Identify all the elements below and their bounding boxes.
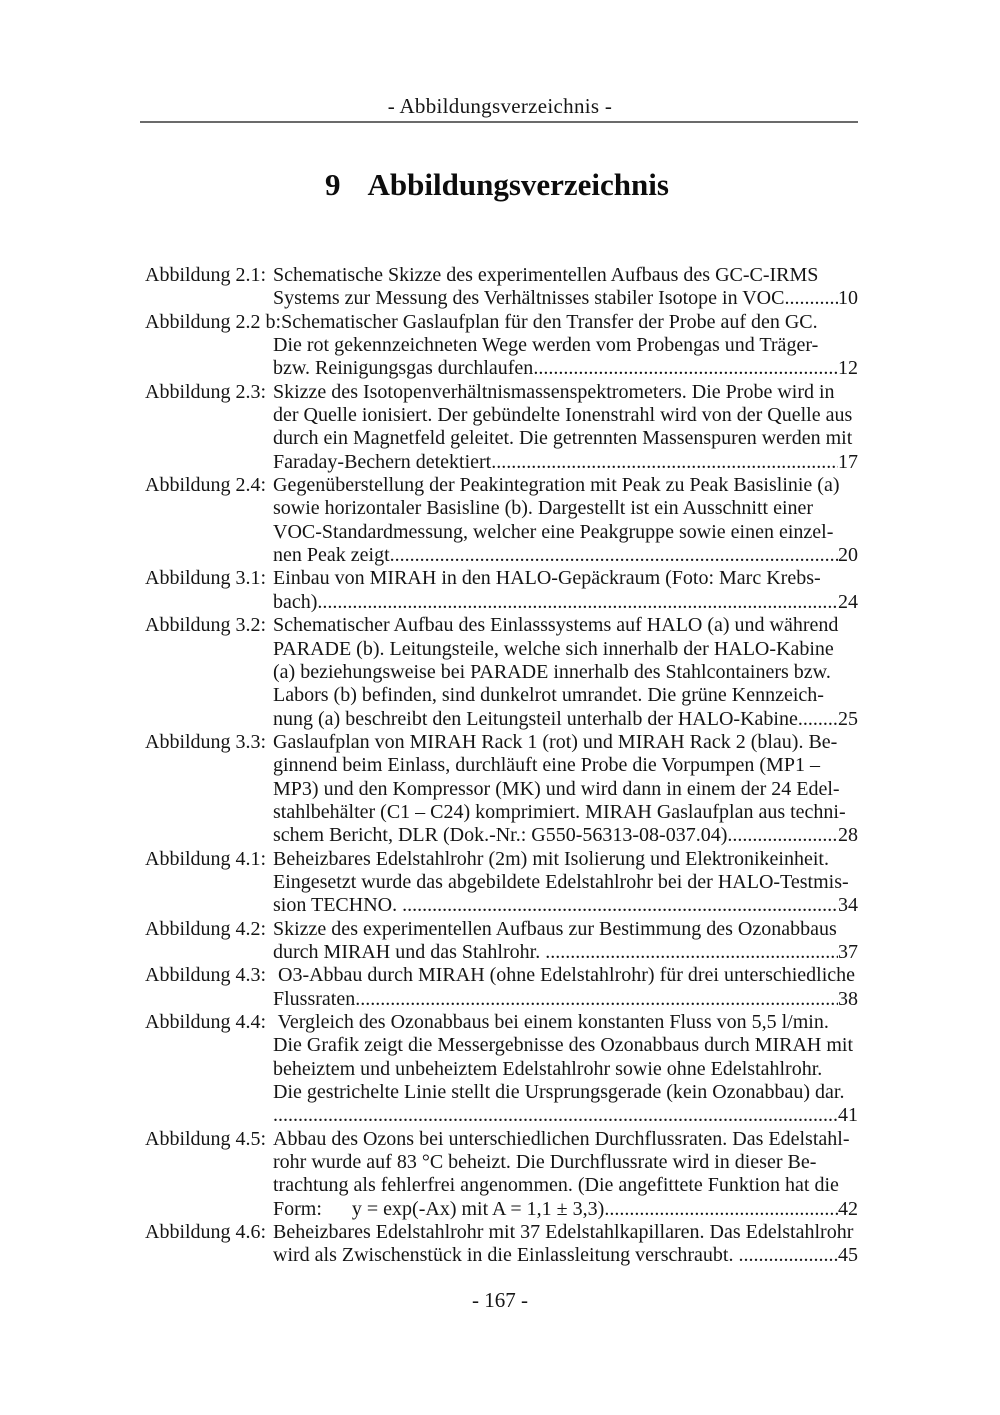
figure-entry-line [145, 848, 858, 871]
figure-entry [145, 381, 858, 474]
figure-entry-line [145, 871, 858, 894]
dot-leader [317, 591, 838, 614]
figure-entry-line [145, 451, 858, 474]
figure-entry [145, 264, 858, 311]
figure-entry-text: bach) [273, 590, 318, 613]
figure-entry [145, 1011, 858, 1128]
figure-entry-line [145, 988, 858, 1011]
dot-leader [355, 988, 838, 1011]
figure-entry-line [145, 567, 858, 590]
figure-entry-line [145, 591, 858, 614]
figure-entry-text: Skizze des Isotopenverhältnismassenspektrometers. Die Probe wird in [273, 380, 835, 403]
dot-leader [390, 544, 838, 567]
figure-entry-line [145, 731, 858, 754]
figure-entry-line [145, 1151, 858, 1174]
figure-entry-line [145, 1221, 858, 1244]
figure-entry-text: trachtung als fehlerfrei angenommen. (Die angefittete Funktion hat die [273, 1174, 839, 1197]
figure-entry-text: Labors (b) befinden, sind dunkelrot umrandet. Die grüne Kennzeich- [273, 684, 824, 707]
figure-entry [145, 964, 858, 1011]
figure-entry-line [145, 1128, 858, 1151]
figure-entry-text: Beheizbares Edelstahlrohr (2m) mit Isolierung und Elektronikeinheit. [273, 847, 829, 870]
dot-leader [727, 824, 838, 847]
figure-entry-text: schem Bericht, DLR (Dok.-Nr.: G550-56313-08-037.04) [273, 824, 728, 847]
figure-entry-label: Abbildung 4.5: [145, 1127, 267, 1150]
figure-entry-text: Schematischer Aufbau des Einlasssystems auf HALO (a) und während [273, 614, 839, 637]
figure-entry-line [145, 1058, 858, 1081]
figure-entry-line [145, 638, 858, 661]
dot-leader [798, 708, 838, 731]
figure-entry-text: sion TECHNO. [273, 894, 403, 917]
figure-entry-text: MP3) und den Kompressor (MK) und wird dann in einem der 24 Edel- [273, 777, 840, 800]
figure-entry [145, 1221, 858, 1268]
figure-entry-text: Schematischer Gaslaufplan für den Transfer der Probe auf den GC. [281, 310, 818, 333]
figure-entry-text: Systems zur Messung des Verhältnisses stabiler Isotope in VOC [273, 287, 785, 310]
figure-entry-label: Abbildung 2.1: [145, 264, 267, 286]
header-rule [140, 121, 858, 123]
figure-entry-page-number: 37 [838, 940, 858, 963]
figure-entry-text: Die rot gekennzeichneten Wege werden vom Probengas und Träger- [273, 334, 819, 357]
figure-entry-text: wird als Zwischenstück in die Einlassleitung verschraubt. [273, 1244, 739, 1267]
figure-entry-line [145, 544, 858, 567]
figure-entry-page-number: 10 [838, 287, 858, 310]
dot-leader [784, 287, 838, 310]
figure-entry [145, 474, 858, 567]
figure-entry-line [145, 427, 858, 450]
figure-entry-text: beheiztem und unbeheiztem Edelstahlrohr sowie ohne Edelstahlrohr. [273, 1057, 823, 1080]
figure-entry-text: O3-Abbau durch MIRAH (ohne Edelstahlrohr) für drei unterschiedliche [273, 964, 856, 987]
dot-leader [545, 941, 838, 964]
dot-leader [533, 357, 838, 380]
figure-entry-label: Abbildung 3.2: [145, 614, 267, 637]
figure-entry-line [145, 661, 858, 684]
figure-entry-label: Abbildung 4.1: [145, 847, 267, 870]
figure-entry-label: Abbildung 3.1: [145, 567, 267, 590]
figure-entry-line [145, 614, 858, 637]
figure-entry-page-number: 45 [838, 1244, 858, 1267]
figure-entry-line [145, 684, 858, 707]
dot-leader [738, 1244, 838, 1267]
figure-entry-line [145, 334, 858, 357]
figure-entry-label: Abbildung 3.3: [145, 730, 267, 753]
figure-entry-label: Abbildung 2.3: [145, 380, 267, 403]
figure-entry-text: VOC-Standardmessung, welcher eine Peakgruppe sowie einen einzel- [273, 520, 834, 543]
figure-entry-text: stahlbehälter (C1 – C24) komprimiert. MIRAH Gaslaufplan aus techni- [273, 800, 846, 823]
figure-entry-label: Abbildung 4.6: [145, 1221, 267, 1244]
running-header-text: - Abbildungsverzeichnis - [387, 94, 613, 118]
figure-list [145, 264, 858, 1268]
figure-entry [145, 848, 858, 918]
figure-entry-line [145, 1198, 858, 1221]
figure-entry-line [145, 754, 858, 777]
figure-entry-line [145, 894, 858, 917]
figure-entry-text: Gaslaufplan von MIRAH Rack 1 (rot) und MIRAH Rack 2 (blau). Be- [273, 730, 838, 753]
figure-entry-text: Schematische Skizze des experimentellen Aufbaus des GC-C-IRMS [273, 264, 819, 286]
figure-entry [145, 731, 858, 848]
figure-entry-label: Abbildung 2.4: [145, 474, 267, 497]
figure-entry-text: PARADE (b). Leitungsteile, welche sich innerhalb der HALO-Kabine [273, 637, 834, 660]
figure-entry-text: Form: y = exp(-Ax) mit A = 1,1 ± 3,3) [273, 1197, 605, 1220]
figure-entry-text: rohr wurde auf 83 °C beheizt. Die Durchflussrate wird in dieser Be- [273, 1151, 817, 1174]
figure-entry-label: Abbildung 4.4: [145, 1011, 267, 1033]
figure-entry [145, 918, 858, 965]
figure-entry-line [145, 801, 858, 824]
figure-entry [145, 567, 858, 614]
dot-leader [491, 451, 838, 474]
figure-entry-text: Skizze des experimentellen Aufbaus zur Bestimmung des Ozonabbaus [273, 917, 837, 940]
figure-entry-page-number: 38 [838, 987, 858, 1010]
figure-entry-line [145, 964, 858, 987]
figure-entry-line [145, 497, 858, 520]
figure-entry-text: nung (a) beschreibt den Leitungsteil unterhalb der HALO-Kabine [273, 707, 798, 730]
figure-entry-page-number: 24 [838, 590, 858, 613]
figure-entry-line [145, 1244, 858, 1267]
figure-entry-page-number: 28 [838, 824, 858, 847]
figure-entry-line [145, 708, 858, 731]
figure-entry-text: Faraday-Bechern detektiert [273, 450, 492, 473]
figure-entry-page-number: 20 [838, 544, 858, 567]
figure-entry-page-number: 12 [838, 357, 858, 380]
figure-entry-text: bzw. Reinigungsgas durchlaufen [273, 357, 534, 380]
figure-entry-text: ginnend beim Einlass, durchläuft eine Probe die Vorpumpen (MP1 – [273, 754, 820, 777]
figure-entry-line [145, 1081, 858, 1104]
figure-entry-line [145, 1034, 858, 1057]
figure-entry-label: Abbildung 4.2: [145, 917, 267, 940]
figure-entry-text: Einbau von MIRAH in den HALO-Gepäckraum (Foto: Marc Krebs- [273, 567, 821, 590]
figure-entry-line [145, 778, 858, 801]
figure-entry-page-number: 42 [838, 1197, 858, 1220]
figure-entry-text: Gegenüberstellung der Peakintegration mit Peak zu Peak Basislinie (a) [273, 474, 840, 497]
figure-entry-text: Flussraten [273, 987, 356, 1010]
figure-entry [145, 614, 858, 731]
figure-entry-text: nen Peak zeigt [273, 544, 390, 567]
dot-leader [273, 1104, 838, 1127]
chapter-title [325, 167, 669, 203]
figure-entry-line [145, 404, 858, 427]
figure-entry-line [145, 521, 858, 544]
figure-entry-line [145, 941, 858, 964]
figure-entry [145, 311, 858, 381]
figure-entry-line [145, 1104, 858, 1127]
figure-entry-line [145, 311, 858, 334]
figure-entry-text: Die gestrichelte Linie stellt die Ursprungsgerade (kein Ozonabbau) dar. [273, 1081, 845, 1104]
figure-entry-text: der Quelle ionisiert. Der gebündelte Ionenstrahl wird von der Quelle aus [273, 404, 853, 427]
figure-entry-text: Eingesetzt wurde das abgebildete Edelstahlrohr bei der HALO-Testmis- [273, 870, 849, 893]
figure-entry-page-number: 17 [838, 450, 858, 473]
figure-entry-label: Abbildung 4.3: [145, 964, 267, 987]
figure-entry-text: (a) beziehungsweise bei PARADE innerhalb des Stahlcontainers bzw. [273, 660, 831, 683]
page-number: - 167 - [472, 1288, 528, 1312]
figure-entry-line [145, 287, 858, 310]
figure-entry [145, 1128, 858, 1221]
dot-leader [402, 894, 838, 917]
dot-leader [604, 1198, 838, 1221]
figure-entry-text: sowie horizontaler Basisline (b). Dargestellt ist ein Ausschnitt einer [273, 497, 814, 520]
figure-entry-text: Die Grafik zeigt die Messergebnisse des Ozonabbaus durch MIRAH mit [273, 1034, 854, 1057]
figure-entry-line [145, 357, 858, 380]
figure-entry-text: durch ein Magnetfeld geleitet. Die getrennten Massenspuren werden mit [273, 427, 853, 450]
figure-entry-line [145, 381, 858, 404]
figure-entry-page-number: 34 [838, 894, 858, 917]
figure-entry-page-number: 25 [838, 707, 858, 730]
chapter-number: 9 [325, 167, 341, 202]
figure-entry-line [145, 1011, 858, 1034]
figure-entry-label: Abbildung 2.2 b: [145, 310, 282, 333]
figure-entry-page-number: 41 [838, 1104, 858, 1127]
running-header [0, 94, 1000, 118]
page-footer [0, 1288, 1000, 1312]
figure-entry-line [145, 474, 858, 497]
figure-entry-text: durch MIRAH und das Stahlrohr. [273, 940, 546, 963]
figure-entry-line [145, 1174, 858, 1197]
figure-entry-text: Vergleich des Ozonabbaus bei einem konstanten Fluss von 5,5 l/min. [273, 1011, 829, 1033]
figure-entry-text: Abbau des Ozons bei unterschiedlichen Durchflussraten. Das Edelstahl- [273, 1127, 850, 1150]
figure-entry-line [145, 824, 858, 847]
figure-entry-line [145, 264, 858, 287]
figure-entry-text: Beheizbares Edelstahlrohr mit 37 Edelstahlkapillaren. Das Edelstahlrohr [273, 1221, 854, 1244]
figure-entry-line [145, 918, 858, 941]
chapter-title-text: Abbildungsverzeichnis [367, 167, 669, 202]
